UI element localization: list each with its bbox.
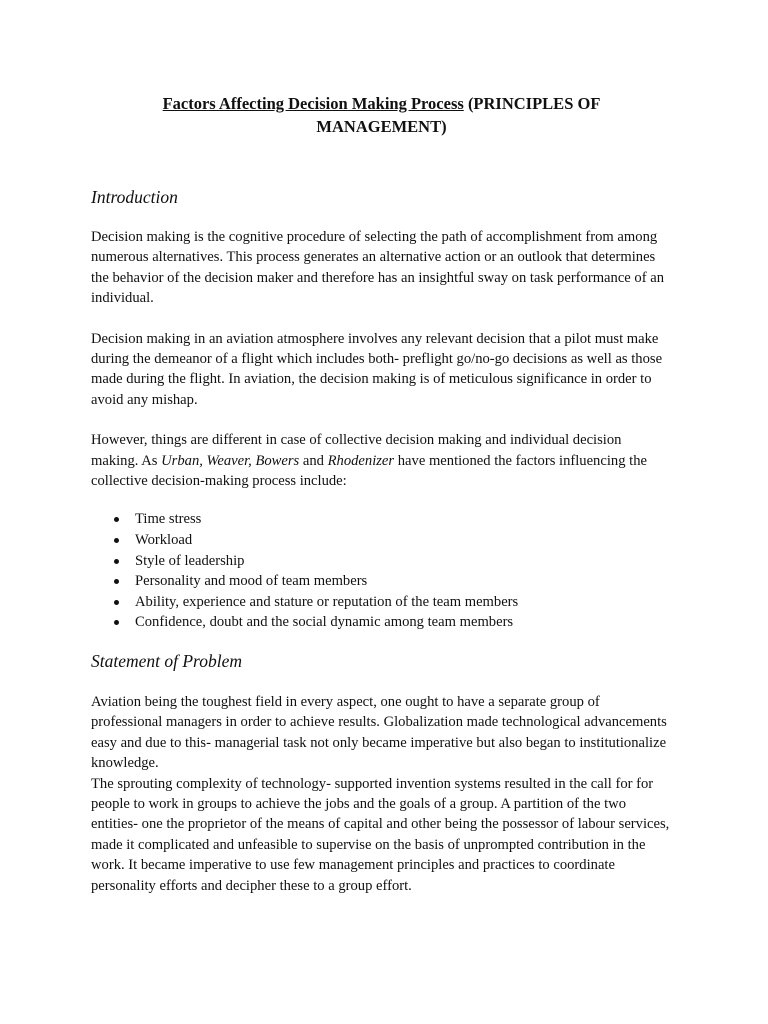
list-item — [114, 571, 672, 592]
problem-heading: Statement of Problem — [91, 651, 242, 672]
para3-text-b: have mentioned the factors influencing the collective decision-making process include: — [91, 452, 647, 490]
bullet-dot — [114, 579, 119, 584]
introduction-paragraph-3 — [91, 430, 672, 491]
bullet-dot — [114, 517, 119, 522]
title-underlined: Factors Affecting Decision Making Process — [162, 94, 464, 113]
bullet-dot — [114, 620, 119, 625]
document-title — [91, 92, 672, 138]
authors-first: Urban, Weaver, Bowers — [161, 452, 300, 469]
title-rest: (PRINCIPLES OF MANAGEMENT) — [316, 94, 601, 136]
para3-text-a: However, things are different in case of collective decision making and individual decision making. As — [91, 432, 622, 469]
list-item-text: Confidence, doubt and the social dynamic among team members — [135, 614, 514, 631]
list-item — [114, 551, 672, 572]
introduction-paragraph-2: Decision making in an aviation atmosphere involves any relevant decision that a pilot must make during the demeanor of a flight which includes both- preflight go/no-go decisions as well as those made during the flight. In aviation, the decision making is of meticulous significance in order to avoid any mishap. — [91, 330, 663, 408]
authors-second: Rhodenizer — [327, 452, 395, 469]
bullet-dot — [114, 600, 119, 605]
problem-paragraph-1: Aviation being the toughest field in every aspect, one ought to have a separate group of professional managers in order to achieve results. Globalization made technological advancements easy and due to this- managerial task not only became imperative but also began to institutionalize knowledge. — [91, 694, 667, 772]
list-item — [114, 612, 672, 633]
introduction-paragraph-1: Decision making is the cognitive procedure of selecting the path of accomplishment from among numerous alternatives. This process generates an alternative action or an outlook that determines the behavior of the decision maker and therefore has an insightful sway on task performance of an individual. — [91, 229, 665, 307]
list-item-text: Time stress — [135, 511, 202, 528]
list-item — [114, 509, 672, 530]
list-item-text: Style of leadership — [135, 552, 245, 569]
list-item-text: Workload — [135, 532, 193, 549]
list-item-text: Personality and mood of team members — [135, 573, 368, 590]
bullet-dot — [114, 559, 119, 564]
list-item-text: Ability, experience and stature or reputation of the team members — [135, 593, 519, 610]
factors-list — [91, 509, 672, 633]
introduction-heading: Introduction — [91, 187, 178, 207]
para3-and: and — [299, 452, 328, 469]
list-item — [114, 592, 672, 613]
list-item — [114, 530, 672, 551]
bullet-dot — [114, 538, 119, 543]
problem-paragraph-2: The sprouting complexity of technology- supported invention systems resulted in the call for for people to work in groups to achieve the jobs and the goals of a group. A partition of the two entities- one the proprietor of the means of capital and other being the possessor of labour services, made it complicated and unfeasible to supervise on the basis of unprompted contribution in the work. It became imperative to use few management principles and practices to coordinate personality efforts and decipher these to a group effort. — [91, 775, 670, 894]
